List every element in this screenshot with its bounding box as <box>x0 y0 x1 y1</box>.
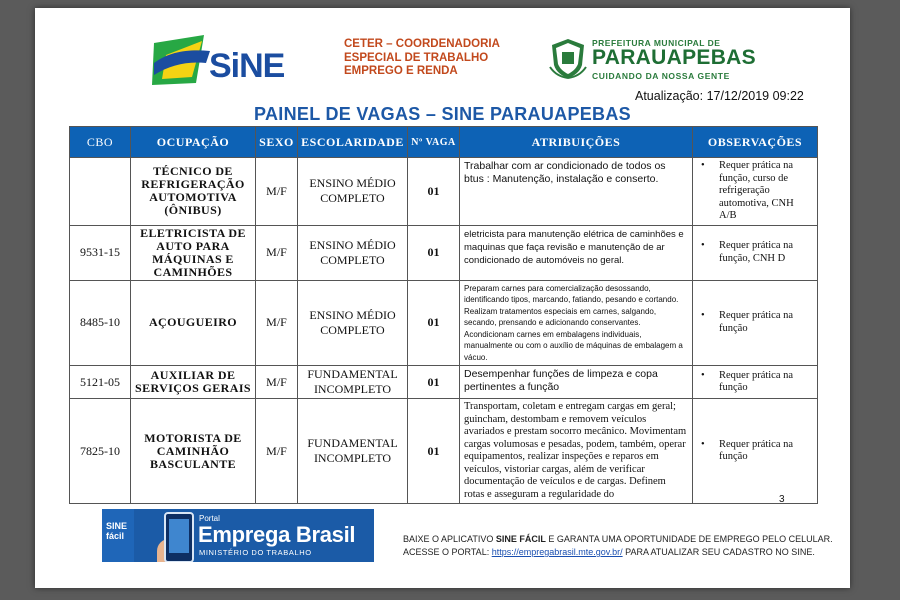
page-number: 3 <box>779 494 785 505</box>
bullet-icon: • <box>701 438 705 450</box>
table-row <box>70 280 818 366</box>
footer-line-app: BAIXE O APLICATIVO SINE FÁCIL E GARANTA UMA OPORTUNIDADE DE EMPREGO PELO CELULAR. <box>403 534 833 544</box>
sexo-cell: M/F <box>256 399 298 504</box>
table-row <box>70 225 818 280</box>
atribuicoes-cell: Desempenhar funções de limpeza e copa pertinentes a função <box>460 366 693 399</box>
table-header-row <box>70 127 818 158</box>
cbo-cell: 9531-15 <box>70 225 131 280</box>
municipal-seal-icon <box>548 37 588 79</box>
ocupacao-cell: AUXILIAR DE SERVIÇOS GERAIS <box>131 366 256 399</box>
prefeitura-logo <box>548 35 756 85</box>
observacao-text: Requer prática na função <box>719 438 794 462</box>
atribuicoes-cell: Trabalhar com ar condicionado de todos os btus : Manutenção, instalação e conserto. <box>460 158 693 226</box>
empregabrasil-banner <box>102 509 374 562</box>
bullet-icon: • <box>701 310 705 322</box>
cbo-cell: 8485-10 <box>70 280 131 366</box>
sine-flag-icon <box>152 33 212 88</box>
sexo-cell: M/F <box>256 366 298 399</box>
escolaridade-cell: ENSINO MÉDIO COMPLETO <box>298 225 408 280</box>
sine-facil-logo <box>102 509 134 562</box>
sexo-cell: M/F <box>256 225 298 280</box>
ceter-line: EMPREGO E RENDA <box>344 65 458 77</box>
ocupacao-cell: TÉCNICO DE REFRIGERAÇÃO AUTOMOTIVA (ÔNIBUS) <box>131 158 256 226</box>
observacoes-cell <box>693 399 818 504</box>
escolaridade-cell: ENSINO MÉDIO COMPLETO <box>298 280 408 366</box>
table-row <box>70 366 818 399</box>
cbo-cell: 7825-10 <box>70 399 131 504</box>
vagas-cell: 01 <box>408 225 460 280</box>
sine-logo-text: SiNE <box>209 47 285 85</box>
column-header-vaga: Nº VAGA <box>408 127 460 158</box>
ceter-heading <box>344 38 514 79</box>
update-timestamp: Atualização: 17/12/2019 09:22 <box>635 89 804 103</box>
footer-line-portal: ACESSE O PORTAL: https://empregabrasil.mte.gov.br/ PARA ATUALIZAR SEU CADASTRO NO SINE. <box>403 547 815 557</box>
ministerio-label: MINISTÉRIO DO TRABALHO <box>199 548 312 557</box>
page-title: PAINEL DE VAGAS – SINE PARAUAPEBAS <box>254 104 631 124</box>
table-row <box>70 158 818 226</box>
column-header-ocupacao: OCUPAÇÃO <box>131 127 256 158</box>
escolaridade-cell: ENSINO MÉDIO COMPLETO <box>298 158 408 226</box>
column-header-atribuicoes: ATRIBUIÇÕES <box>460 127 693 158</box>
portal-label: Portal <box>199 514 220 523</box>
empregabrasil-title: Emprega Brasil <box>198 522 356 547</box>
ceter-line: ESPECIAL DE TRABALHO <box>344 51 489 64</box>
ocupacao-cell: AÇOUGUEIRO <box>131 280 256 366</box>
atribuicoes-cell: Preparam carnes para comercialização desossando, identificando tipos, marcando, fatiando, pesando e cortando. Realizam tratamentos especiais em carnes, salgando, secando, prensando e adicionando conservantes. Acondicionam carnes em embalagens individuais, manualmente ou com o auxílio de máquinas de embalagem a vácuo. <box>460 280 693 366</box>
observacoes-cell <box>693 366 818 399</box>
cbo-cell: 5121-05 <box>70 366 131 399</box>
portal-link[interactable]: https://empregabrasil.mte.gov.br/ <box>491 547 623 557</box>
phone-icon <box>164 512 194 562</box>
column-header-cbo: CBO <box>70 127 131 158</box>
observacao-text: Requer prática na função <box>719 369 794 393</box>
cbo-cell <box>70 158 131 226</box>
sexo-cell: M/F <box>256 280 298 366</box>
vagas-cell: 01 <box>408 399 460 504</box>
observacoes-cell <box>693 158 818 226</box>
column-header-escolaridade: ESCOLARIDADE <box>298 127 408 158</box>
prefeitura-name: PARAUAPEBAS <box>592 46 756 69</box>
observacoes-cell <box>693 225 818 280</box>
observacoes-cell <box>693 280 818 366</box>
prefeitura-slogan: CUIDANDO DA NOSSA GENTE <box>592 71 730 81</box>
sexo-cell: M/F <box>256 158 298 226</box>
sine-facil-bold: SINE FÁCIL <box>495 534 546 544</box>
prefeitura-label: PREFEITURA MUNICIPAL DE <box>592 38 721 48</box>
bullet-icon: • <box>701 240 705 251</box>
column-header-sexo: SEXO <box>256 127 298 158</box>
footer-text <box>403 533 843 559</box>
vagas-cell: 01 <box>408 280 460 366</box>
document-page <box>35 8 850 588</box>
observacao-text: Requer prática na função, curso de refrigeração automotiva, CNH A/B <box>719 160 794 221</box>
observacao-text: Requer prática na função <box>719 310 794 334</box>
bullet-icon: • <box>701 160 705 171</box>
vagas-cell: 01 <box>408 158 460 226</box>
table-row <box>70 399 818 504</box>
escolaridade-cell: FUNDAMENTAL INCOMPLETO <box>298 366 408 399</box>
vagas-cell: 01 <box>408 366 460 399</box>
column-header-observacoes: OBSERVAÇÕES <box>693 127 818 158</box>
escolaridade-cell: FUNDAMENTAL INCOMPLETO <box>298 399 408 504</box>
bullet-icon: • <box>701 369 705 381</box>
ocupacao-cell: MOTORISTA DE CAMINHÃO BASCULANTE <box>131 399 256 504</box>
ocupacao-cell: ELETRICISTA DE AUTO PARA MÁQUINAS E CAMINHÕES <box>131 225 256 280</box>
sine-logo <box>152 33 292 88</box>
atribuicoes-cell: Transportam, coletam e entregam cargas em geral; guincham, destombam e removem veículos avariados e prestam socorro mecânico. Movimentam cargas volumosas e pesadas, podem, também, operar equipamentos, realizar inspeções e reparos em veículos, vistoriar cargas, além de verificar documentação de veículos e de cargas. Definem rotas e asseguram a regularidade do <box>460 399 693 504</box>
sine-facil-text: SINE fácil <box>106 521 128 541</box>
atribuicoes-cell: eletricista para manutenção elétrica de caminhões e maquinas que faça revisão e manutenção de ar condicionado de automóveis no geral. <box>460 225 693 280</box>
ceter-line: CETER – COORDENADORIA <box>344 38 500 50</box>
observacao-text: Requer prática na função, CNH D <box>719 240 794 264</box>
job-openings-table <box>69 126 818 504</box>
